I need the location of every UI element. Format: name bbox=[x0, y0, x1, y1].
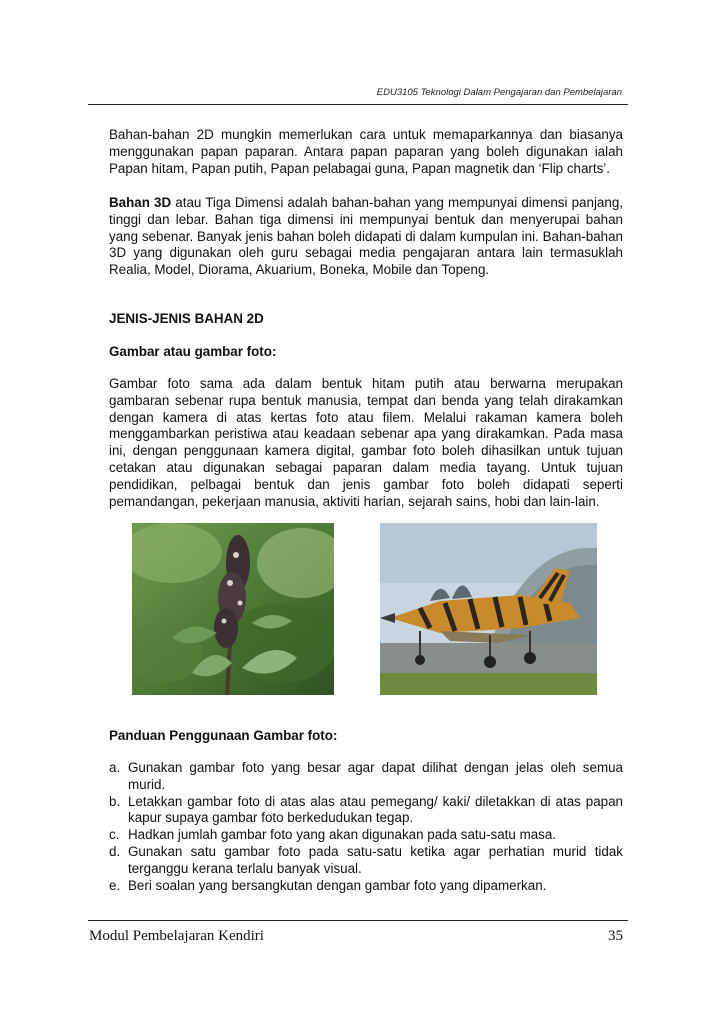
guide-heading-block bbox=[109, 728, 623, 745]
intro-paragraph-1 bbox=[109, 127, 623, 177]
list-item-text: Gunakan gambar foto yang besar agar dapat dilihat dengan jelas oleh semua murid. bbox=[128, 760, 623, 792]
list-marker: e. bbox=[109, 877, 121, 893]
plant-photo bbox=[132, 523, 334, 695]
section-heading: JENIS-JENIS BAHAN 2D bbox=[109, 311, 264, 326]
section-body-block bbox=[109, 376, 623, 510]
intro-text-2 bbox=[109, 195, 623, 279]
list-marker: c. bbox=[109, 827, 120, 843]
list-item-text: Letakkan gambar foto di atas alas atau pemegang/ kaki/ diletakkan di atas papan kapur supaya gambar foto berkedudukan tegap. bbox=[128, 793, 623, 826]
header-rule bbox=[88, 104, 628, 105]
intro-text-2-rest: atau Tiga Dimensi adalah bahan-bahan yang mempunyai dimensi panjang, tinggi dan lebar. Bahan tiga dimensi ini mempunyai bentuk dan menyerupai bahan yang sebenar. Banyak jenis bahan boleh didapati di dalam kumpulan ini. Bahan-bahan 3D yang digunakan oleh guru sebagai media pengajaran antara lain termasuklah Realia, Model, Diorama, Akuarium, Boneka, Mobile dan Topeng. bbox=[109, 195, 623, 278]
section-body: Gambar foto sama ada dalam bentuk hitam putih atau berwarna merupakan gambaran sebenar rupa bentuk manusia, tempat dan benda yang telah dirakamkan dengan kamera di atas kertas foto atau filem. Melalui rakaman kamera boleh menggambarkan peristiwa atau keadaan sebenar apa yang dirakamkan. Pada masa ini, dengan penggunaan kamera digital, gambar foto boleh dihasilkan untuk tujuan cetakan atau digunakan sebagai paparan dalam media tayang. Untuk tujuan pendidikan, pelbagai bentuk dan jenis gambar foto boleh didapati seperti pemandangan, pekerjaan manusia, aktiviti harian, sejarah sains, hobi dan lain-lain. bbox=[109, 376, 623, 509]
footer-rule bbox=[88, 920, 628, 921]
section-heading-block bbox=[109, 311, 623, 328]
jet-photo bbox=[380, 523, 597, 695]
intro-text-1: Bahan-bahan 2D mungkin memerlukan cara untuk memaparkannya dan biasanya menggunakan papan paparan. Antara papan paparan yang boleh digunakan ialah Papan hitam, Papan putih, Papan pelabagai guna, Papan magnetik dan ‘Flip charts’. bbox=[109, 127, 623, 176]
list-item bbox=[109, 827, 623, 844]
list-item bbox=[109, 760, 623, 794]
guide-list bbox=[109, 760, 623, 894]
subheading-block bbox=[109, 344, 623, 361]
list-item-text: Beri soalan yang bersangkutan dengan gambar foto yang dipamerkan. bbox=[128, 877, 547, 893]
page-number: 35 bbox=[608, 928, 623, 944]
list-item bbox=[109, 794, 623, 828]
term-bahan-3d: Bahan 3D bbox=[109, 195, 172, 210]
guide-heading: Panduan Penggunaan Gambar foto: bbox=[109, 728, 338, 743]
section-subheading: Gambar atau gambar foto: bbox=[109, 344, 277, 359]
running-header: EDU3105 Teknologi Dalam Pengajaran dan Pembelajaran bbox=[376, 87, 622, 98]
list-item-text: Gunakan satu gambar foto pada satu-satu ketika agar perhatian murid tidak terganggu kerana terlalu banyak visual. bbox=[128, 843, 623, 876]
list-marker: b. bbox=[109, 793, 121, 809]
footer-module-title: Modul Pembelajaran Kendiri bbox=[89, 928, 264, 944]
plant-photo-image bbox=[132, 523, 334, 695]
list-item-text: Hadkan jumlah gambar foto yang akan digunakan pada satu-satu masa. bbox=[128, 827, 557, 843]
list-marker: a. bbox=[109, 760, 121, 775]
intro-paragraph-2 bbox=[109, 195, 623, 279]
list-item bbox=[109, 878, 623, 895]
list-marker: d. bbox=[109, 843, 121, 859]
list-item bbox=[109, 844, 623, 878]
jet-photo-image bbox=[380, 523, 597, 695]
